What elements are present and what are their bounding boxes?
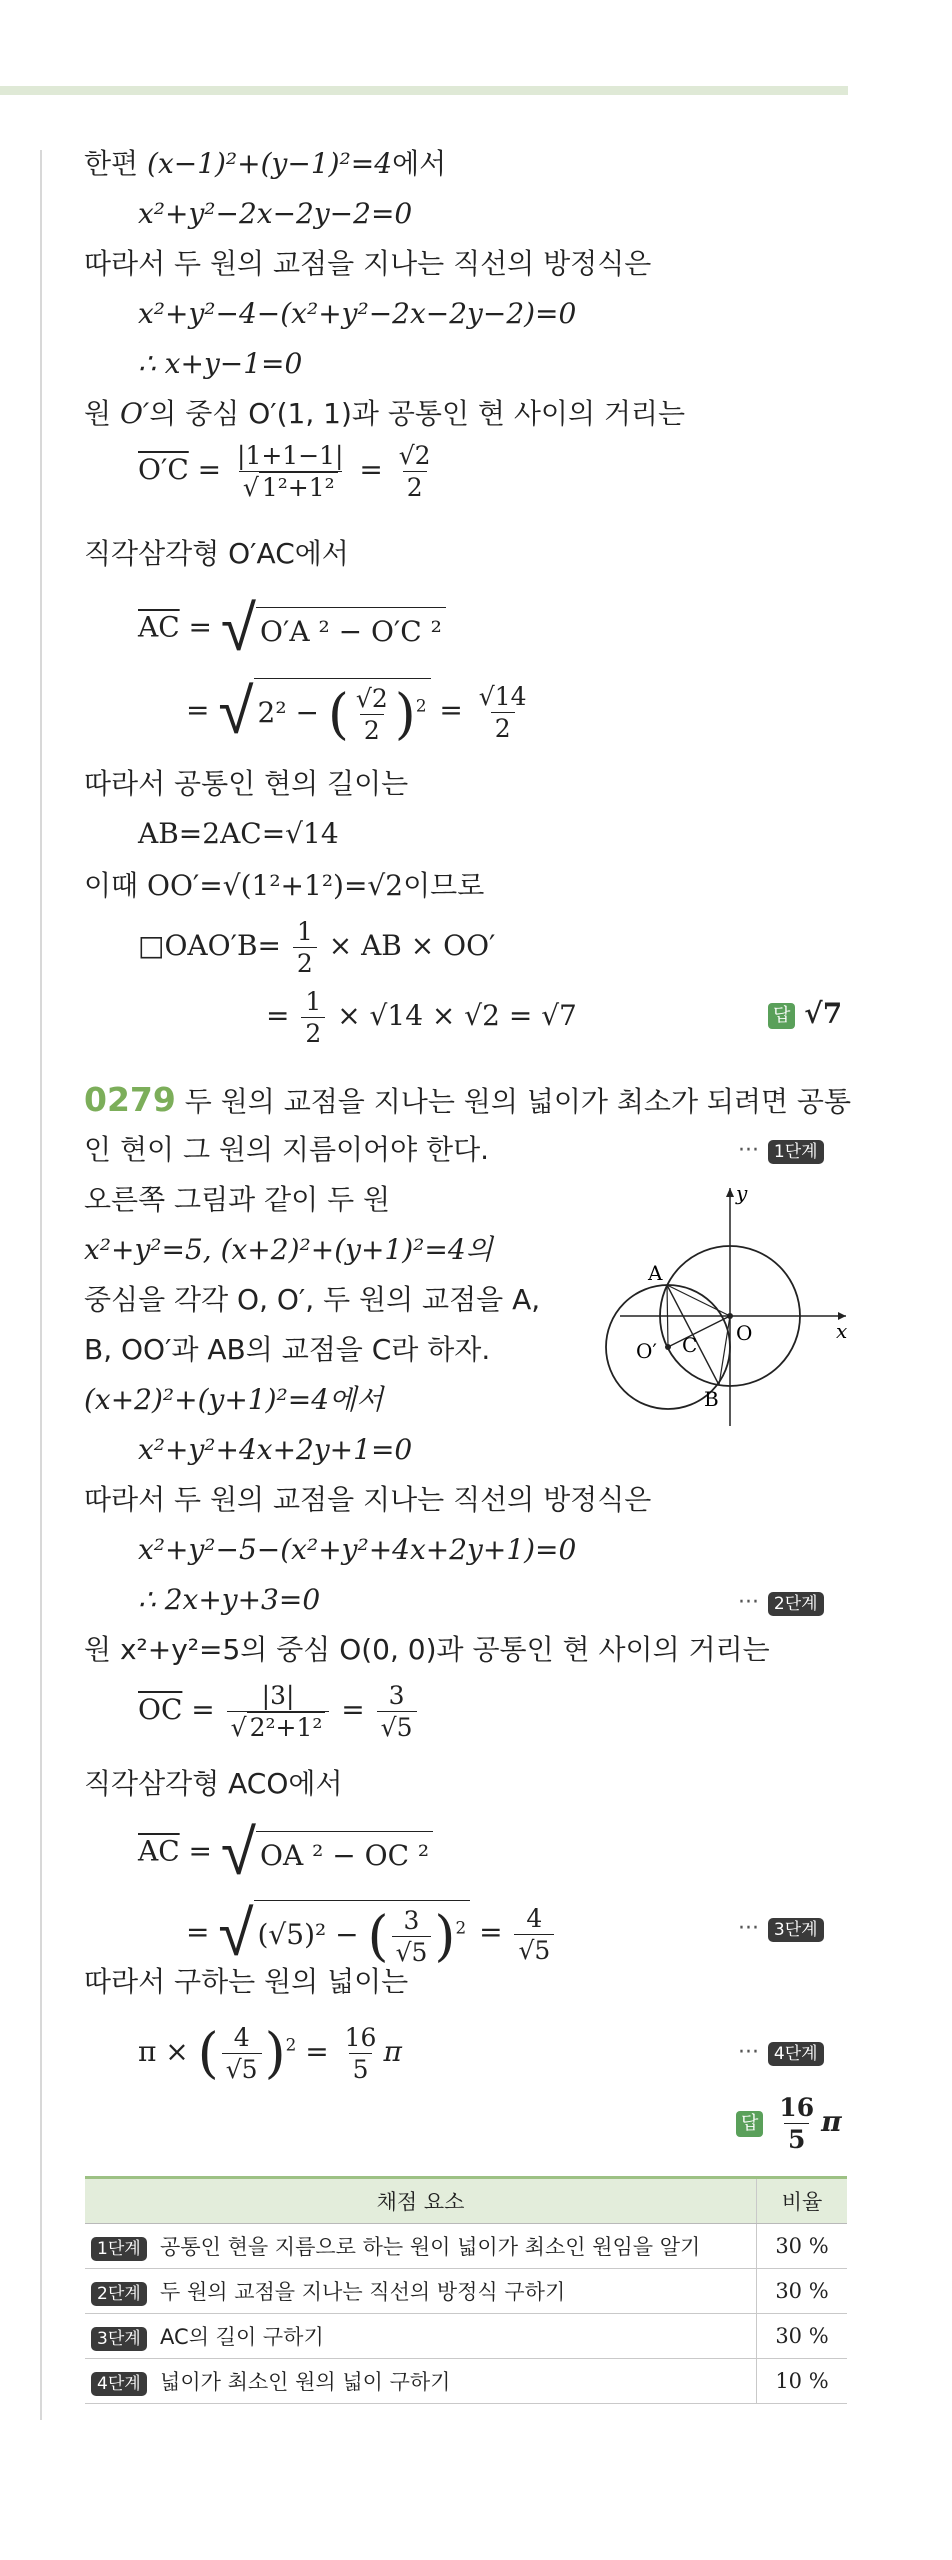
fraction-numerator: |3| xyxy=(261,1681,295,1710)
pi-symbol: π xyxy=(383,2035,402,2068)
fraction-ac-result-1 xyxy=(475,681,531,744)
table-cell-item xyxy=(85,2314,757,2359)
right-paren-icon: ) xyxy=(394,682,416,746)
label-y: y xyxy=(736,1181,748,1205)
fraction-numerator: 16 xyxy=(779,2093,815,2122)
quad-oao-b-label: □OAO′B= xyxy=(138,929,281,962)
fraction-ac-result-2 xyxy=(514,1903,554,1966)
product-ab-oo-prime: × AB × OO′ xyxy=(328,929,496,962)
fraction-half xyxy=(293,916,317,979)
step-badge-2: 2단계 xyxy=(768,1592,824,1616)
area-pi-times: π × xyxy=(138,2035,189,2068)
text-centers: 중심을 각각 O, O′, 두 원의 교점을 A, xyxy=(84,1283,541,1316)
segment-a-oprime xyxy=(667,1285,668,1347)
table-header-row xyxy=(85,2178,847,2224)
step-badge: 3단계 xyxy=(91,2327,147,2351)
step-marker-2 xyxy=(738,1580,824,1623)
dots-icon: ··· xyxy=(738,1590,759,1615)
segment-oc: $\overline{OC}$ xyxy=(138,1693,183,1726)
header-scoring-item: 채점 요소 xyxy=(85,2178,757,2224)
fraction-denominator: √5 xyxy=(392,1936,432,1968)
dots-icon: ··· xyxy=(738,2040,759,2065)
fraction-4-over-root5 xyxy=(222,2022,262,2085)
table-cell-item xyxy=(85,2269,757,2314)
answer-value-1: √7 xyxy=(804,997,843,1030)
segment-oprime-c: O′C xyxy=(138,453,189,486)
sqrt-icon: √ xyxy=(218,1897,254,1971)
step-badge: 2단계 xyxy=(91,2282,147,2306)
segment-ac: $\overline{AC}$ xyxy=(138,1834,180,1868)
label-oprime: O′ xyxy=(636,1339,657,1363)
dots-icon: ··· xyxy=(738,1138,759,1163)
y-axis-arrow-icon xyxy=(726,1188,734,1197)
left-paren-icon: ( xyxy=(367,1904,389,1968)
text-line-equation-intro-2: 따라서 두 원의 교점을 지나는 직선의 방정식은 xyxy=(84,1483,652,1516)
fraction-3-over-root5 xyxy=(392,1905,432,1968)
equation-subtract-1: x²+y²−4−(x²+y²−2x−2y−2)=0 xyxy=(138,297,577,330)
equation-two-circles: x²+y²=5, (x+2)²+(y+1)²=4의 xyxy=(84,1233,493,1266)
fraction-denominator: √5 xyxy=(222,2053,262,2085)
equation-quad-area-1 xyxy=(138,916,495,979)
scoring-item-text: 넓이가 최소인 원의 넓이 구하기 xyxy=(160,2370,451,2394)
fraction-numerator: 3 xyxy=(403,1906,420,1935)
text-right-triangle-2: 직각삼각형 ACO에서 xyxy=(84,1767,343,1800)
text-right-triangle-1: 직각삼각형 O′AC에서 xyxy=(84,537,349,570)
fraction-oc-2 xyxy=(227,1680,330,1743)
step-badge: 4단계 xyxy=(91,2372,147,2396)
fraction-numerator: 3 xyxy=(388,1681,405,1710)
table-cell-item xyxy=(85,2359,757,2404)
step-badge-3: 3단계 xyxy=(768,1918,824,1942)
segment-ac: $\overline{AC}$ xyxy=(138,610,180,644)
right-paren-icon: ) xyxy=(264,2021,286,2085)
table-cell-item xyxy=(85,2224,757,2269)
table-cell-ratio: 10 % xyxy=(757,2359,848,2404)
step-badge-1: 1단계 xyxy=(768,1140,824,1164)
dots-icon: ··· xyxy=(738,1916,759,1941)
fraction-denominator: 2 xyxy=(301,1017,325,1049)
fraction-numerator: √14 xyxy=(478,681,527,711)
fraction-oc-result-1 xyxy=(395,440,435,503)
left-paren-icon: ( xyxy=(327,682,349,746)
answer-badge: 답 xyxy=(736,2111,763,2137)
scoring-item-text: 두 원의 교점을 지나는 직선의 방정식 구하기 xyxy=(160,2280,566,2304)
text-imeuro: 이므로 xyxy=(403,869,485,902)
equation-circle-oprime: (x−1)²+(y−1)²=4 xyxy=(147,147,393,180)
text-chord-length-intro-1: 따라서 공통인 현의 길이는 xyxy=(84,767,409,800)
fraction-half xyxy=(301,986,325,1049)
radicand-ac-1: O′A ² − O′C ² xyxy=(256,607,446,652)
line-oo-prime-1 xyxy=(84,866,484,906)
radicand: 1²+1² xyxy=(259,472,338,502)
fraction-16-over-5 xyxy=(341,2022,381,2085)
label-o: O xyxy=(736,1321,753,1345)
point-oprime xyxy=(665,1344,671,1350)
step-badge: 1단계 xyxy=(91,2237,147,2261)
answer-2 xyxy=(736,2092,842,2155)
top-divider-bar xyxy=(0,86,848,95)
problem-number: 0279 xyxy=(84,1080,176,1119)
fraction-denominator: 5 xyxy=(349,2053,373,2085)
fraction-denominator: √5 xyxy=(377,1711,417,1743)
step-marker-1 xyxy=(738,1128,824,1171)
text-distance-intro-2: 원 x²+y²=5의 중심 O(0, 0)과 공통인 현 사이의 거리는 xyxy=(84,1633,770,1666)
segment-ao xyxy=(667,1285,730,1316)
label-b: B xyxy=(704,1387,719,1411)
fraction-denominator: 2 xyxy=(491,712,515,744)
equation-oc-distance-1: O′C = $\frac{|1+1-1|}{\text{√ 1²+1²}}$ = $\frac{√2}{2}$ xyxy=(138,440,438,503)
text-figure-intro: 오른쪽 그림과 같이 두 원 xyxy=(84,1183,391,1216)
fraction-denominator: 2 xyxy=(293,947,317,979)
step-marker-3 xyxy=(738,1906,824,1949)
answer-badge: 답 xyxy=(768,1003,795,1029)
symbol-oprime: O′ xyxy=(119,397,150,430)
fraction-root2-over-2 xyxy=(352,683,392,746)
table-row xyxy=(85,2224,847,2269)
fraction-numerator: 1 xyxy=(305,987,322,1016)
table-cell-ratio: 30 % xyxy=(757,2314,848,2359)
sqrt-icon: √ xyxy=(220,592,257,666)
header-ratio: 비율 xyxy=(757,2178,848,2224)
equation-ab-length-1: AB=2AC=√14 xyxy=(138,817,339,850)
table-cell-ratio: 30 % xyxy=(757,2269,848,2314)
text-hanpyeon: 한편 xyxy=(84,147,139,180)
left-margin-rule xyxy=(40,150,42,2420)
equation-quad-area-value-1: = $\frac{1}{2}$ × √14 × √2 = √7 xyxy=(266,987,577,1048)
equation-common-chord-1: ∴ x+y−1=0 xyxy=(138,347,303,380)
text-line-equation-intro-1: 따라서 두 원의 교점을 지나는 직선의 방정식은 xyxy=(84,247,652,280)
fraction-oc-result-2 xyxy=(377,1680,417,1743)
fraction-numerator: 4 xyxy=(233,2023,250,2052)
right-paren-icon: ) xyxy=(434,1904,456,1968)
equation-subtract-2: x²+y²−5−(x²+y²+4x+2y+1)=0 xyxy=(138,1533,577,1566)
left-paren-icon: ( xyxy=(197,2021,219,2085)
equation-oc-distance-2: $\overline{OC}$ = $\frac{|3|}{\text{√ 2²+1²}}$ = $\frac{3}{√5}$ xyxy=(138,1680,420,1743)
segment-bo xyxy=(719,1316,730,1385)
problem-0279-intro xyxy=(84,1080,851,1122)
sqrt-icon: √ xyxy=(218,675,254,749)
equation-ac-1: $\overline{AC}$ = √ O′A ² − O′C ² xyxy=(138,600,446,658)
point-o xyxy=(727,1313,733,1319)
fraction-denominator: 2 xyxy=(403,471,427,503)
table-cell-ratio: 30 % xyxy=(757,2224,848,2269)
fraction-numerator: √2 xyxy=(355,684,388,713)
label-c: C xyxy=(682,1333,698,1357)
fraction-numerator: √2 xyxy=(398,441,431,470)
step-marker-4 xyxy=(738,2030,824,2073)
fraction-answer-2 xyxy=(775,2092,818,2155)
pi-symbol: π xyxy=(821,2105,842,2138)
equation-ac-1-evaluated: = √ 2² − ( $\frac{√2}{2}$ )$^2$ = $\frac{√14}{2}$ xyxy=(186,678,534,746)
label-x: x xyxy=(836,1319,848,1343)
circles-figure xyxy=(600,1178,850,1428)
equation-expanded-2: x²+y²+4x+2y+1=0 xyxy=(138,1433,413,1466)
text-area-intro: 따라서 구하는 원의 넓이는 xyxy=(84,1965,409,1998)
text-eseo: 에서 xyxy=(392,147,447,180)
equation-ac-2: $\overline{AC}$ = √ OA ² − OC ² xyxy=(138,1824,433,1882)
radicand-ac-2-evaluated: (√5)² − ( $\frac{3}{√5}$ )$^2$ xyxy=(254,1900,471,1968)
fraction-denominator: 5 xyxy=(784,2123,809,2155)
equation-oo-prime: OO′=√(1²+1²)=√2 xyxy=(147,869,404,902)
radicand: 2²+1² xyxy=(247,1712,326,1742)
text-intersection-c: B, OO′과 AB의 교점을 C라 하자. xyxy=(84,1333,491,1366)
fraction-denominator: 2 xyxy=(360,714,384,746)
equation-area: π × ( $\frac{4}{√5}$ )$^2$ = $\frac{16}{5}$ π xyxy=(138,2021,402,2085)
table-row xyxy=(85,2359,847,2404)
product-value: × √14 × √2 = √7 xyxy=(337,999,577,1032)
fraction-oc-1 xyxy=(233,440,347,503)
label-a: A xyxy=(648,1261,663,1285)
text-ittae: 이때 xyxy=(84,869,139,902)
answer-1 xyxy=(768,994,842,1034)
step-badge-4: 4단계 xyxy=(768,2042,824,2066)
line-hanpyeon xyxy=(84,144,446,184)
radicand-ac-1-evaluated: 2² − ( $\frac{√2}{2}$ )$^2$ xyxy=(254,678,431,746)
fraction-numerator: |1+1−1| xyxy=(237,441,344,470)
fraction-denominator: √ 2²+1² xyxy=(227,1711,330,1743)
radicand-ac-2: OA ² − OC ² xyxy=(256,1831,433,1876)
fraction-denominator: √ 1²+1² xyxy=(239,471,342,503)
equation-circle-oprime-2: (x+2)²+(y+1)²=4에서 xyxy=(84,1383,384,1416)
equation-expanded-1: x²+y²−2x−2y−2=0 xyxy=(138,197,413,230)
table-row xyxy=(85,2269,847,2314)
text-won: 원 xyxy=(84,397,112,430)
equation-common-chord-2: ∴ 2x+y+3=0 xyxy=(138,1583,321,1616)
fraction-numerator: 16 xyxy=(344,2023,377,2052)
table-row xyxy=(85,2314,847,2359)
scoring-item-text: 공통인 현을 지름으로 하는 원이 넓이가 최소인 원임을 알기 xyxy=(160,2235,701,2259)
equation-ac-2-evaluated: = √ (√5)² − ( $\frac{3}{√5}$ )$^2$ = $\frac{4}{√5}$ xyxy=(186,1900,557,1968)
scoring-table xyxy=(85,2176,847,2404)
fraction-numerator: 1 xyxy=(296,917,313,946)
segment-o-oprime xyxy=(668,1316,730,1347)
sqrt-icon: √ xyxy=(220,1816,257,1890)
term-2-squared: 2² − xyxy=(257,696,319,729)
scoring-item-text: AC의 길이 구하기 xyxy=(160,2325,324,2349)
term-root5-squared: (√5)² − xyxy=(257,1918,359,1951)
text-intro-1: 두 원의 교점을 지나는 원의 넓이가 최소가 되려면 공통 xyxy=(184,1085,852,1118)
fraction-numerator: 4 xyxy=(526,1903,543,1933)
text-intro-2: 인 현이 그 원의 지름이어야 한다. xyxy=(84,1133,490,1166)
text-distance-desc-1: 의 중심 O′(1, 1)과 공통인 현 사이의 거리는 xyxy=(149,397,686,430)
fraction-denominator: √5 xyxy=(514,1934,554,1966)
line-distance-intro-1 xyxy=(84,394,685,434)
